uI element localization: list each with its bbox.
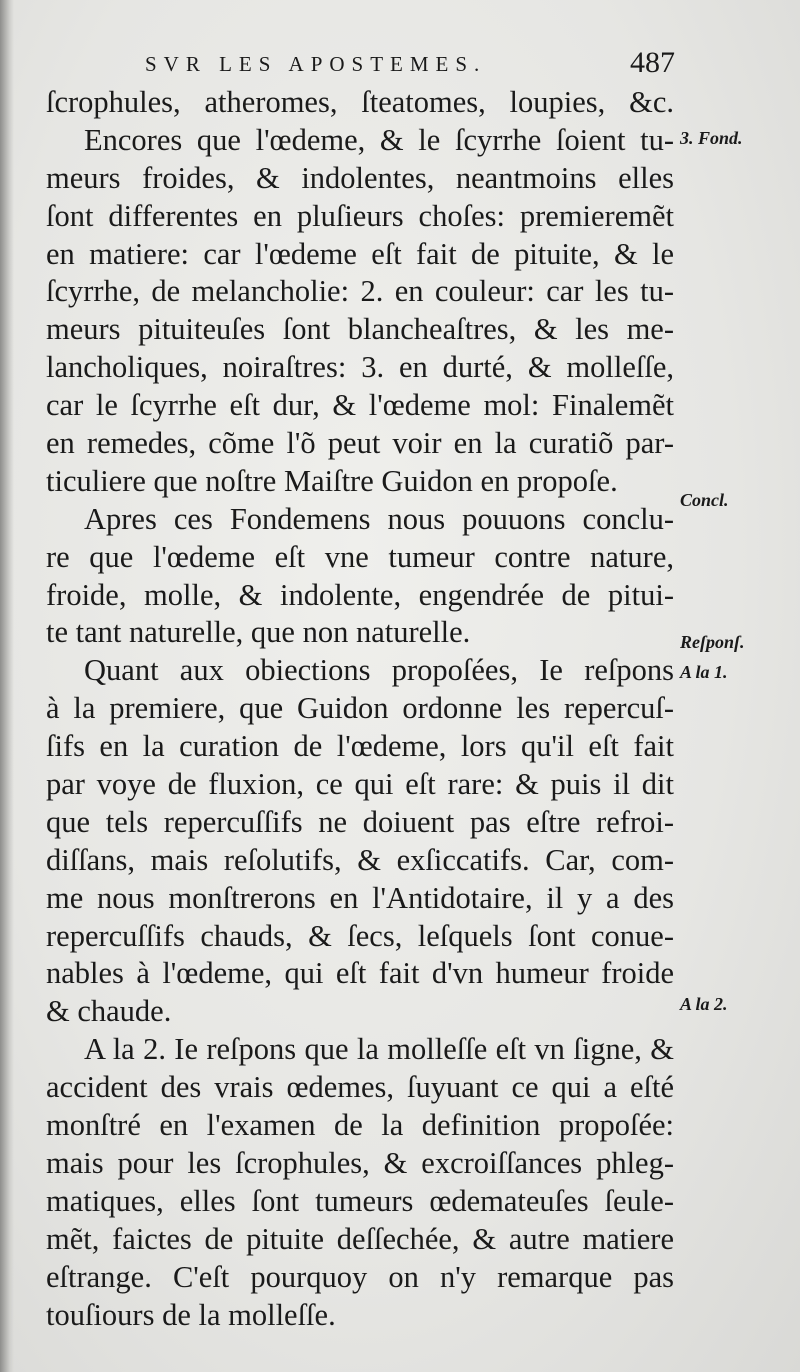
text-line: repercuſſifs chauds, & ſecs, leſquels ſont conue-: [46, 918, 674, 953]
text-line: touſiours de la molleſſe.: [46, 1297, 336, 1332]
text-line: ſifs en la curation de l'œdeme, lors qu'il eſt fait: [46, 729, 674, 764]
text-line: nables à l'œdeme, qui eſt fait d'vn humeur froide: [46, 956, 674, 991]
text-line: en matiere: car l'œdeme eſt fait de pituite, & le: [46, 236, 674, 271]
margin-note-a-la-2: A la 2.: [680, 994, 728, 1014]
text-line: accident des vrais œdemes, ſuyuant ce qui a eſté: [46, 1070, 674, 1105]
running-title: SVR LES APOSTEMES.: [145, 52, 487, 76]
page-gutter-shadow: [0, 0, 14, 1372]
text-line: mẽt, faictes de pituite deſſechée, & autre matiere: [46, 1221, 674, 1256]
text-line: ticuliere que noſtre Maiſtre Guidon en propoſe.: [46, 463, 618, 498]
text-line: en remedes, cõme l'õ peut voir en la curatiõ par-: [46, 426, 674, 461]
text-line: lancholiques, noiraſtres: 3. en durté, & molleſſe,: [46, 350, 674, 385]
text-line: meurs froides, & indolentes, neantmoins elles: [46, 160, 674, 195]
text-line: Quant aux obiections propoſées, Ie reſpons: [84, 653, 674, 688]
text-line: à la premiere, que Guidon ordonne les repercuſ-: [46, 691, 674, 726]
text-line: ſcyrrhe, de melancholie: 2. en couleur: car les tu-: [46, 274, 674, 309]
text-line: froide, molle, & indolente, engendrée de pitui-: [46, 577, 674, 612]
text-line: Encores que l'œdeme, & le ſcyrrhe ſoient tu-: [84, 122, 674, 157]
text-line: ſont differentes en pluſieurs choſes: premieremẽt: [46, 198, 674, 233]
margin-note-respons: Reſponſ.: [680, 632, 745, 652]
text-line: matiques, elles ſont tumeurs œdemateuſes ſeule-: [46, 1183, 674, 1218]
text-line: eſtrange. C'eſt pourquoy on n'y remarque pas: [46, 1259, 674, 1294]
margin-note-a-la-1: A la 1.: [680, 662, 728, 682]
text-line: car le ſcyrrhe eſt dur, & l'œdeme mol: Finalemẽt: [46, 388, 674, 423]
text-line: par voye de fluxion, ce qui eſt rare: & puis il dit: [46, 767, 674, 802]
text-line: ſcrophules, atheromes, ſteatomes, loupies, &c.: [46, 85, 674, 119]
text-line: te tant naturelle, que non naturelle.: [46, 615, 471, 650]
text-line: que tels repercuſſifs ne doiuent pas eſtre refroi-: [46, 804, 674, 839]
text-line: mais pour les ſcrophules, & excroiſſances phleg-: [46, 1145, 674, 1180]
text-line: meurs pituiteuſes ſont blancheaſtres, & les me-: [46, 312, 674, 347]
margin-note-fond: 3. Fond.: [680, 128, 743, 148]
text-line: diſſans, mais reſolutifs, & exſiccatifs. Car, com-: [46, 842, 674, 877]
text-line: re que l'œdeme eſt vne tumeur contre nature,: [46, 539, 674, 574]
text-line: Apres ces Fondemens nous pouuons conclu-: [84, 501, 674, 536]
margin-note-concl: Concl.: [680, 490, 729, 510]
page-number: 487: [630, 46, 675, 79]
text-line: & chaude.: [46, 994, 172, 1029]
page-header: [145, 46, 675, 86]
body-text: [46, 84, 674, 1334]
text-line: me nous monſtrerons en l'Antidotaire, il y a des: [46, 880, 674, 915]
text-line: A la 2. Ie reſpons que la molleſſe eſt vn ſigne, &: [84, 1032, 674, 1067]
text-line: monſtré en l'examen de la definition propoſée:: [46, 1108, 674, 1143]
